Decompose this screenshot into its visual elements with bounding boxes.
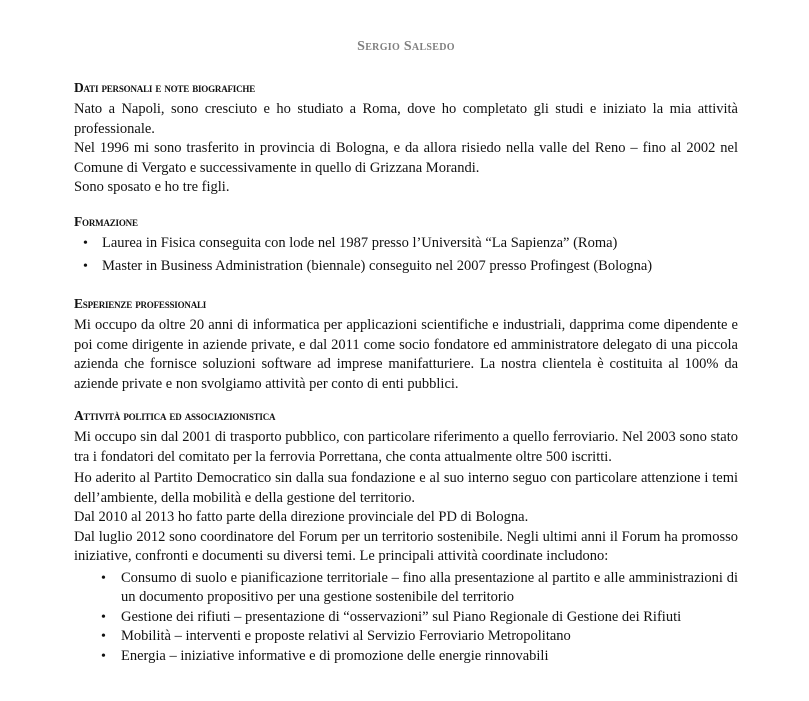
section-heading: Formazione bbox=[74, 214, 138, 229]
paragraph: Nato a Napoli, sono cresciuto e ho studiato a Roma, dove ho completato gli studi e iniziato la mia attività professionale. bbox=[74, 101, 738, 137]
list-item-text: Gestione dei rifiuti – presentazione di “osservazioni” sul Piano Regionale di Gestione dei Rifiuti bbox=[121, 608, 682, 625]
paragraph: Mi occupo sin dal 2001 di trasporto pubblico, con particolare riferimento a quello ferroviario. Nel 2003 sono stato tra i fondatori del comitato per la ferrovia Porrettana, che conta attualmente oltre 500 iscritti. bbox=[74, 429, 738, 465]
bullet-icon: • bbox=[101, 629, 106, 644]
section-politics bbox=[74, 408, 738, 666]
list-item-text: Consumo di suolo e pianificazione territoriale – fino alla presentazione al partito e alle amministrazioni di un documento propositivo per una gestione sostenibile del territorio bbox=[121, 569, 738, 605]
bullet-icon: • bbox=[101, 570, 106, 586]
list-item bbox=[74, 569, 738, 608]
list-item bbox=[74, 234, 738, 254]
section-heading: Attività politica ed associazionistica bbox=[74, 408, 276, 423]
paragraph: Ho aderito al Partito Democratico sin dalla sua fondazione e al suo interno seguo con particolare attenzione i temi dell’ambiente, della mobilità e della gestione del territorio. bbox=[74, 470, 738, 506]
section-education bbox=[74, 214, 738, 279]
list-item-text: Laurea in Fisica conseguita con lode nel 1987 presso l’Università “La Sapienza” (Roma) bbox=[102, 235, 618, 251]
section-heading: Esperienze professionali bbox=[74, 296, 207, 311]
document-title: Sergio Salsedo bbox=[357, 39, 455, 54]
paragraph: Dal 2010 al 2013 ho fatto parte della direzione provinciale del PD di Bologna. bbox=[74, 509, 529, 525]
bullet-icon: • bbox=[83, 236, 88, 251]
list-item bbox=[74, 627, 738, 647]
paragraph: Dal luglio 2012 sono coordinatore del Forum per un territorio sostenibile. Negli ultimi anni il Forum ha promosso iniziative, confronti e documenti su diversi temi. Le principali attività coordinate includono: bbox=[74, 528, 738, 564]
bullet-icon: • bbox=[101, 648, 106, 664]
list-item bbox=[74, 257, 738, 277]
paragraph: Nel 1996 mi sono trasferito in provincia di Bologna, e da allora risiedo nella valle del Reno – fino al 2002 nel Comune di Vergato e successivamente in quello di Grizzana Morandi. bbox=[74, 140, 738, 176]
section-personal bbox=[74, 80, 738, 198]
bullet-icon: • bbox=[83, 258, 88, 274]
paragraph: Sono sposato e ho tre figli. bbox=[74, 179, 230, 195]
list-item-text: Master in Business Administration (biennale) conseguito nel 2007 presso Profingest (Bologna) bbox=[102, 257, 653, 274]
paragraph: Mi occupo da oltre 20 anni di informatica per applicazioni scientifiche e industriali, dapprima come dipendente e poi come dirigente in aziende private, e dal 2011 come socio fondatore ed amministratore delegato di una piccola azienda che fornisce soluzioni software ad imprese manifatturiere. La nostra clientela è costituita al 100% da aziende private e non svolgiamo attività per conto di enti pubblici. bbox=[74, 317, 738, 392]
list-item bbox=[74, 647, 738, 667]
list-item-text: Mobilità – interventi e proposte relativi al Servizio Ferroviario Metropolitano bbox=[121, 628, 571, 644]
section-heading: Dati personali e note biografiche bbox=[74, 80, 256, 95]
list-item bbox=[74, 608, 738, 628]
list-item-text: Energia – iniziative informative e di promozione delle energie rinnovabili bbox=[121, 647, 549, 664]
education-list bbox=[74, 234, 738, 276]
bullet-icon: • bbox=[101, 609, 106, 625]
activities-list bbox=[74, 569, 738, 667]
section-experience bbox=[74, 296, 738, 394]
